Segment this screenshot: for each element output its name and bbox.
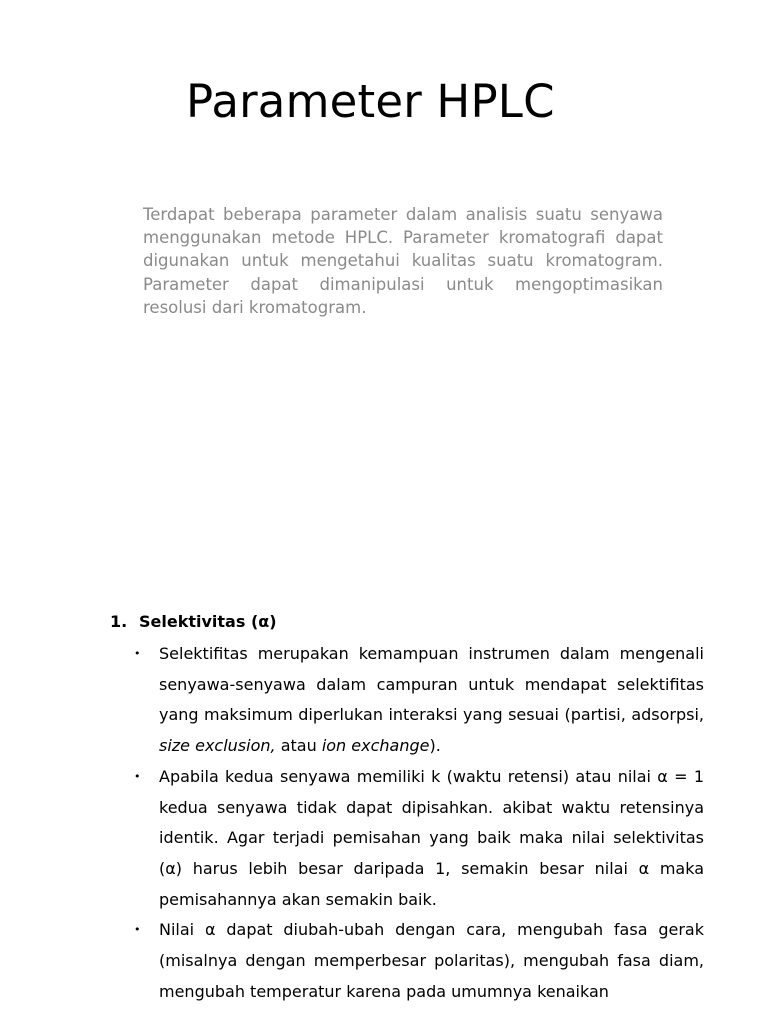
italic-term-size-exclusion: size exclusion, bbox=[159, 736, 276, 756]
list-item bbox=[110, 762, 704, 916]
list-item bbox=[110, 639, 704, 762]
bullet-text-part: Selektifitas merupakan kemampuan instrumen dalam mengenali senyawa-senyawa dalam campuran untuk mendapat selektifitas yang maksimum diperlukan interaksi yang sesuai (partisi, adsorpsi, bbox=[159, 644, 704, 725]
bullet-icon: • bbox=[134, 923, 141, 937]
section-selektivitas bbox=[110, 607, 704, 1007]
page-title: Parameter HPLC bbox=[186, 75, 555, 128]
bullet-text-part: ). bbox=[429, 736, 441, 756]
list-item bbox=[110, 915, 704, 1007]
bullet-text-part: atau bbox=[275, 736, 322, 756]
bullet-text bbox=[159, 644, 704, 755]
bullet-text: Nilai α dapat diubah-ubah dengan cara, mengubah fasa gerak (misalnya dengan memperbesar polaritas), mengubah fasa diam, mengubah temperatur karena pada umumnya kenaikan bbox=[159, 920, 704, 1001]
bullet-list bbox=[110, 639, 704, 1007]
section-heading-text: Selektivitas (α) bbox=[139, 612, 277, 631]
bullet-text: Apabila kedua senyawa memiliki k (waktu retensi) atau nilai α = 1 kedua senyawa tidak dapat dipisahkan. akibat waktu retensinya identik. Agar terjadi pemisahan yang baik maka nilai selektivitas (α) harus lebih besar daripada 1, semakin besar nilai α maka pemisahannya akan semakin baik. bbox=[159, 766, 704, 909]
intro-paragraph: Terdapat beberapa parameter dalam analisis suatu senyawa menggunakan metode HPLC. Parameter kromatografi dapat digunakan untuk mengetahui kualitas suatu kromatogram. Parameter dapat dimanipulasi untuk mengoptimasikan resolusi dari kromatogram. bbox=[143, 205, 663, 317]
bullet-icon: • bbox=[134, 647, 141, 660]
bullet-icon: • bbox=[134, 769, 141, 783]
section-number: 1. bbox=[110, 612, 128, 631]
section-heading bbox=[110, 607, 704, 639]
italic-term-ion-exchange: ion exchange bbox=[321, 736, 430, 756]
